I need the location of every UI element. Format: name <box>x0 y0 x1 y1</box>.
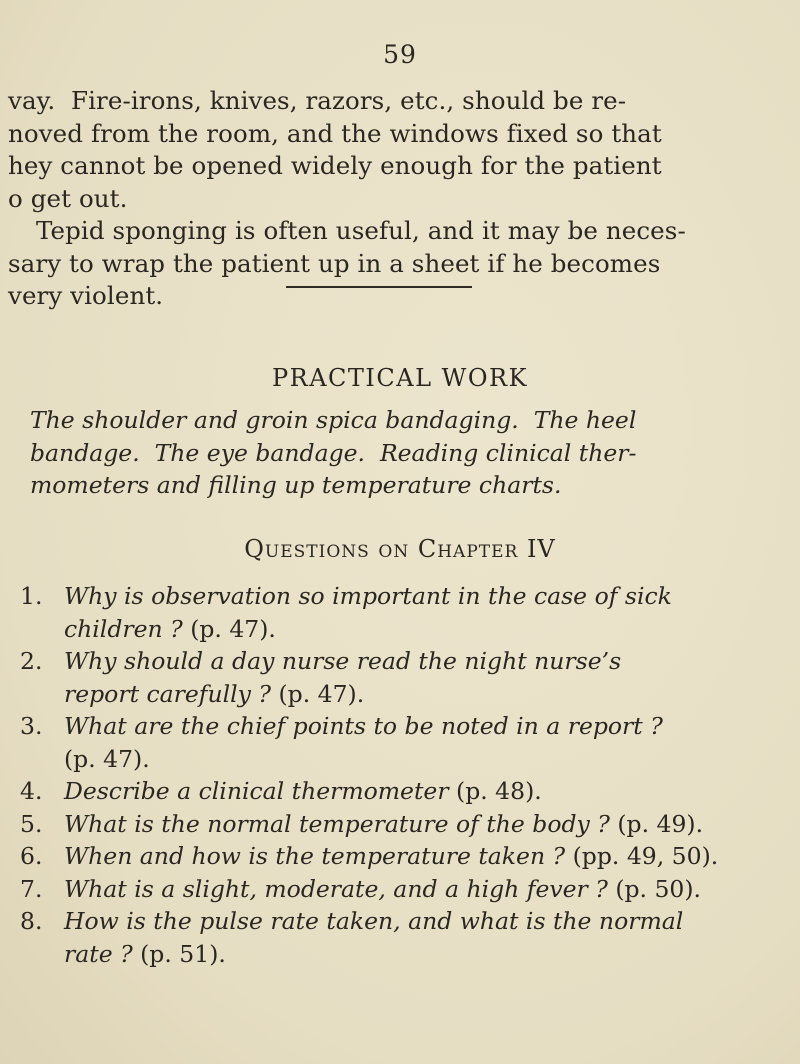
paragraph-line: very violent. <box>8 281 164 310</box>
question-line <box>64 938 794 971</box>
question-number: 2. <box>20 647 43 675</box>
page-reference: (pp. 49, 50). <box>572 842 719 870</box>
question-line <box>64 743 794 776</box>
section-divider <box>286 286 472 288</box>
question-text: Why should a day nurse read the night nurse’s <box>64 647 622 675</box>
page-reference: (p. 50). <box>615 874 702 903</box>
page-reference: (p. 47). <box>64 744 150 773</box>
question-item <box>8 905 794 970</box>
question-text: How is the pulse rate taken, and what is the normal <box>64 907 684 935</box>
practical-work-heading: PRACTICAL WORK <box>271 364 528 392</box>
question-text: Why is observation so important in the case of sick <box>64 582 672 610</box>
question-number: 5. <box>20 809 43 838</box>
question-item <box>8 808 794 841</box>
question-item <box>8 840 794 873</box>
practical-line: The shoulder and groin spica bandaging. The heel <box>30 406 637 434</box>
question-line <box>64 905 794 938</box>
question-number: 4. <box>20 777 43 805</box>
question-text: rate ? <box>64 939 141 968</box>
question-number: 3. <box>20 712 43 740</box>
paragraph-line: o get out. <box>8 183 128 213</box>
question-line <box>64 645 794 678</box>
question-item <box>8 710 794 775</box>
question-text: children ? <box>64 614 191 643</box>
page-reference: (p. 49). <box>617 809 704 838</box>
question-text: What is a slight, moderate, and a high fever ? <box>64 874 616 903</box>
page-reference: (p. 47). <box>190 614 276 643</box>
paragraph-line: sary to wrap the patient up in a sheet if he becomes <box>8 248 661 278</box>
question-text: When and how is the temperature taken ? <box>64 842 573 870</box>
questions-list <box>8 580 794 970</box>
paragraph-line: vay. Fire-irons, knives, razors, etc., should be re- <box>8 86 627 115</box>
paragraph-line: hey cannot be opened widely enough for the patient <box>8 151 662 180</box>
questions-heading: Questions on Chapter IV <box>244 535 556 563</box>
question-text: What are the chief points to be noted in a report ? <box>64 712 663 740</box>
question-item <box>8 645 794 710</box>
page-number: 59 <box>383 40 417 69</box>
question-number: 1. <box>20 582 43 610</box>
page-reference: (p. 48). <box>456 777 542 805</box>
question-text: Describe a clinical thermometer <box>64 777 457 805</box>
question-line <box>64 678 794 711</box>
paragraph-line: Tepid sponging is often useful, and it may be neces- <box>36 216 686 245</box>
question-line <box>64 873 794 906</box>
paragraph-line: noved from the room, and the windows fixed so that <box>8 118 662 148</box>
question-line <box>64 613 794 646</box>
question-line <box>64 580 794 613</box>
question-number: 6. <box>20 842 43 870</box>
question-item <box>8 873 794 906</box>
practical-line: bandage. The eye bandage. Reading clinical ther- <box>30 438 637 467</box>
question-text: What is the normal temperature of the body ? <box>64 809 618 838</box>
question-line <box>64 840 794 873</box>
practical-work-text <box>30 404 794 502</box>
question-line <box>64 710 794 743</box>
question-number: 7. <box>20 874 43 903</box>
question-item <box>8 775 794 808</box>
question-item <box>8 580 794 645</box>
question-line <box>64 808 794 841</box>
question-number: 8. <box>20 907 43 935</box>
page-reference: (p. 47). <box>278 679 365 708</box>
practical-line: mometers and filling up temperature charts. <box>30 471 562 499</box>
question-text: report carefully ? <box>64 679 279 708</box>
body-paragraphs <box>8 85 794 313</box>
page-reference: (p. 51). <box>140 939 226 968</box>
question-line <box>64 775 794 808</box>
